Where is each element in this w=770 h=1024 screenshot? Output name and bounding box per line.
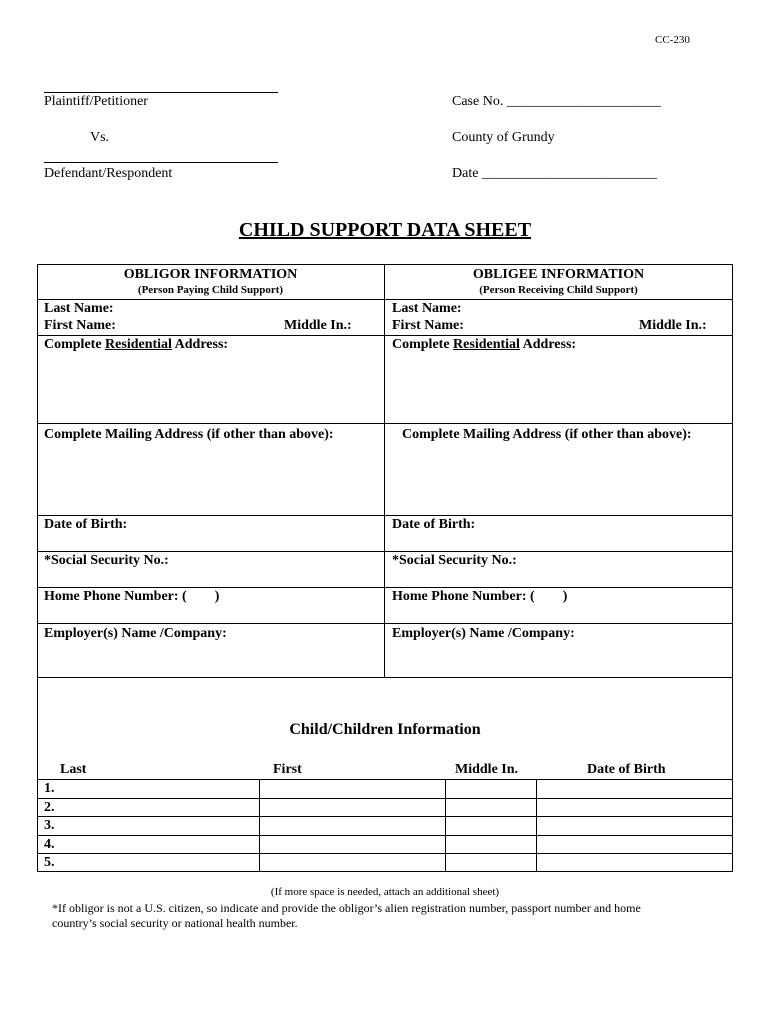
obligor-employer-label: Employer(s) Name /Company: — [44, 626, 227, 641]
child-row-number: 5. — [44, 855, 55, 870]
date-field[interactable]: Date _________________________ — [452, 166, 657, 181]
obligee-header: OBLIGEE INFORMATION — [472, 267, 645, 282]
ssn-divider — [37, 587, 733, 588]
plaintiff-line[interactable] — [44, 92, 278, 93]
obligee-ssn-label: *Social Security No.: — [392, 553, 517, 568]
obligee-dob-label: Date of Birth: — [392, 517, 476, 532]
child-row-number: 4. — [44, 837, 55, 852]
obligee-middle-label: Middle In.: — [639, 318, 707, 333]
employer-divider — [37, 677, 733, 678]
children-header-line — [37, 779, 733, 780]
county-label: County of Grundy — [452, 130, 555, 145]
obligee-mailing-label: Complete Mailing Address (if other than above): — [402, 427, 692, 442]
obligee-residential-pre: Complete — [392, 337, 454, 352]
children-col-middle: Middle In. — [455, 762, 519, 777]
children-row-line — [37, 816, 733, 817]
children-row-line — [37, 835, 733, 836]
obligee-subheader: (Person Receiving Child Support) — [479, 284, 638, 296]
defendant-label: Defendant/Respondent — [44, 166, 173, 181]
obligee-employer-label: Employer(s) Name /Company: — [392, 626, 575, 641]
form-code: CC-230 — [655, 34, 690, 46]
obligor-residential-label — [44, 337, 228, 353]
child-row-number: 1. — [44, 781, 55, 796]
obligee-residential-underlined: Residential — [453, 337, 520, 352]
citizenship-disclaimer-line1: *If obligor is not a U.S. citizen, so indicate and provide the obligor’s alien registration number, passport number and home — [52, 901, 641, 915]
residential-divider — [37, 423, 733, 424]
header-divider — [37, 299, 733, 300]
additional-sheet-note: (If more space is needed, attach an additional sheet) — [270, 886, 500, 898]
case-number-field[interactable]: Case No. ______________________ — [452, 94, 661, 109]
column-divider — [384, 264, 385, 677]
children-col-divider — [536, 779, 537, 872]
children-col-divider — [445, 779, 446, 872]
obligor-subheader: (Person Paying Child Support) — [137, 284, 284, 296]
obligee-last-name-label: Last Name: — [392, 301, 462, 316]
children-row-line — [37, 798, 733, 799]
children-col-dob: Date of Birth — [587, 762, 666, 777]
page-title: CHILD SUPPORT DATA SHEET — [238, 219, 532, 241]
obligor-residential-underlined: Residential — [105, 337, 172, 352]
name-divider — [37, 335, 733, 336]
obligor-residential-post: Address: — [171, 337, 229, 352]
obligee-residential-label — [392, 337, 576, 353]
obligor-last-name-label: Last Name: — [44, 301, 114, 316]
children-section-title: Child/Children Information — [289, 721, 481, 738]
citizenship-disclaimer-line2: country’s social security or national health number. — [52, 916, 298, 930]
mailing-divider — [37, 515, 733, 516]
plaintiff-label: Plaintiff/Petitioner — [44, 94, 148, 109]
obligor-header: OBLIGOR INFORMATION — [123, 267, 298, 282]
defendant-line[interactable] — [44, 162, 278, 163]
child-row-number: 2. — [44, 800, 55, 815]
obligee-first-name-label: First Name: — [392, 318, 464, 333]
obligor-phone-label: Home Phone Number: ( ) — [44, 589, 220, 604]
obligor-first-name-label: First Name: — [44, 318, 116, 333]
obligee-phone-label: Home Phone Number: ( ) — [392, 589, 568, 604]
phone-divider — [37, 623, 733, 624]
obligor-ssn-label: *Social Security No.: — [44, 553, 169, 568]
vs-label: Vs. — [90, 130, 110, 145]
obligor-dob-label: Date of Birth: — [44, 517, 128, 532]
child-row-number: 3. — [44, 818, 55, 833]
obligor-middle-label: Middle In.: — [284, 318, 352, 333]
children-col-first: First — [273, 762, 302, 777]
obligee-residential-post: Address: — [519, 337, 577, 352]
children-col-last: Last — [60, 762, 87, 777]
children-col-divider — [259, 779, 260, 872]
obligor-mailing-label: Complete Mailing Address (if other than above): — [44, 427, 334, 442]
children-row-line — [37, 853, 733, 854]
dob-divider — [37, 551, 733, 552]
obligor-residential-pre: Complete — [44, 337, 106, 352]
